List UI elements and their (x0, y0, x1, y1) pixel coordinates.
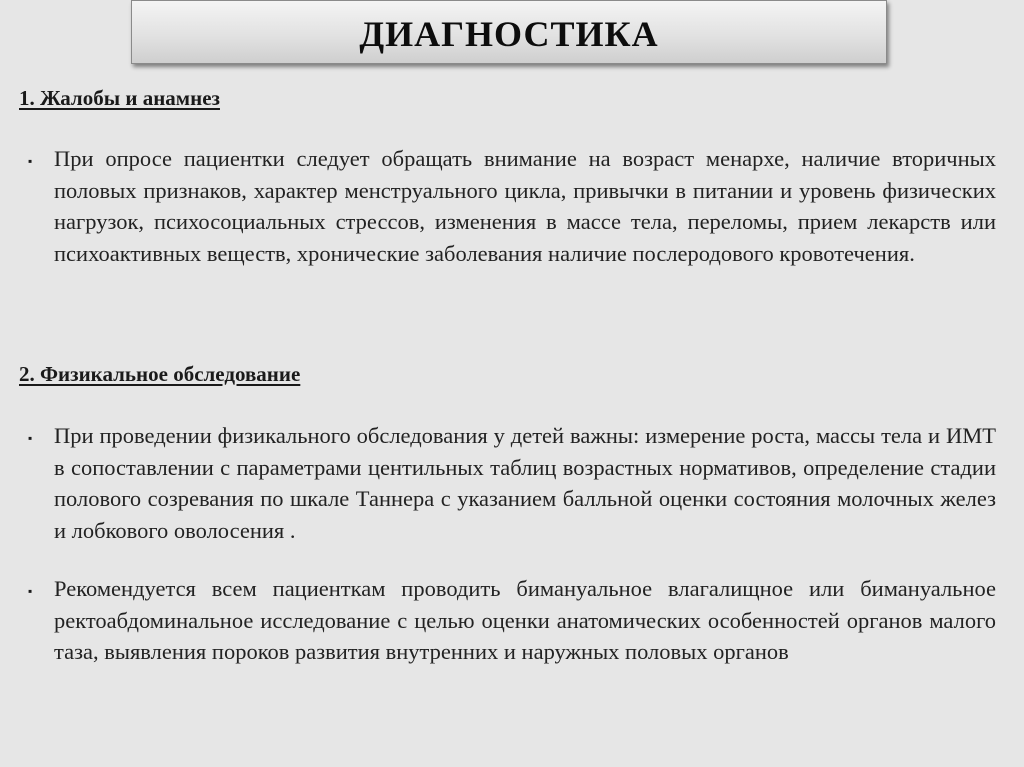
bullet-item-bimanual-exam (28, 573, 996, 668)
title-banner (131, 0, 887, 64)
bullet-icon: ▪ (28, 154, 33, 168)
slide-title: ДИАГНОСТИКА (359, 14, 659, 54)
bullet-text: При опросе пациентки следует обращать внимание на возраст менархе, наличие вторичных половых признаков, характер менструального цикла, привычки в питании и уровень физических нагрузок, психосоциальных стрессов, изменения в массе тела, переломы, прием лекарств или психоактивных веществ, хронические заболевания наличие послеродового кровотечения. (54, 146, 996, 266)
section-heading-physical-exam: 2. Физикальное обследование (19, 362, 301, 386)
bullet-text: При проведении физикального обследования у детей важны: измерение роста, массы тела и ИМТ в сопоставлении с параметрами центильных таблиц возрастных нормативов, определение стадии полового созревания по шкале Таннера с указанием балльной оценки состояния молочных желез и лобкового оволосения . (54, 423, 996, 543)
bullet-item-physical-exam (28, 420, 996, 546)
bullet-icon: ▪ (28, 584, 33, 598)
bullet-icon: ▪ (28, 431, 33, 445)
section-heading-complaints: 1. Жалобы и анамнез (19, 86, 220, 110)
bullet-item-anamnesis (28, 143, 996, 269)
bullet-text: Рекомендуется всем пациенткам проводить бимануальное влагалищное или бимануальное ректоабдоминальное исследование с целью оценки анатомических особенностей органов малого таза, выявления пороков развития внутренних и наружных половых органов (54, 576, 996, 664)
